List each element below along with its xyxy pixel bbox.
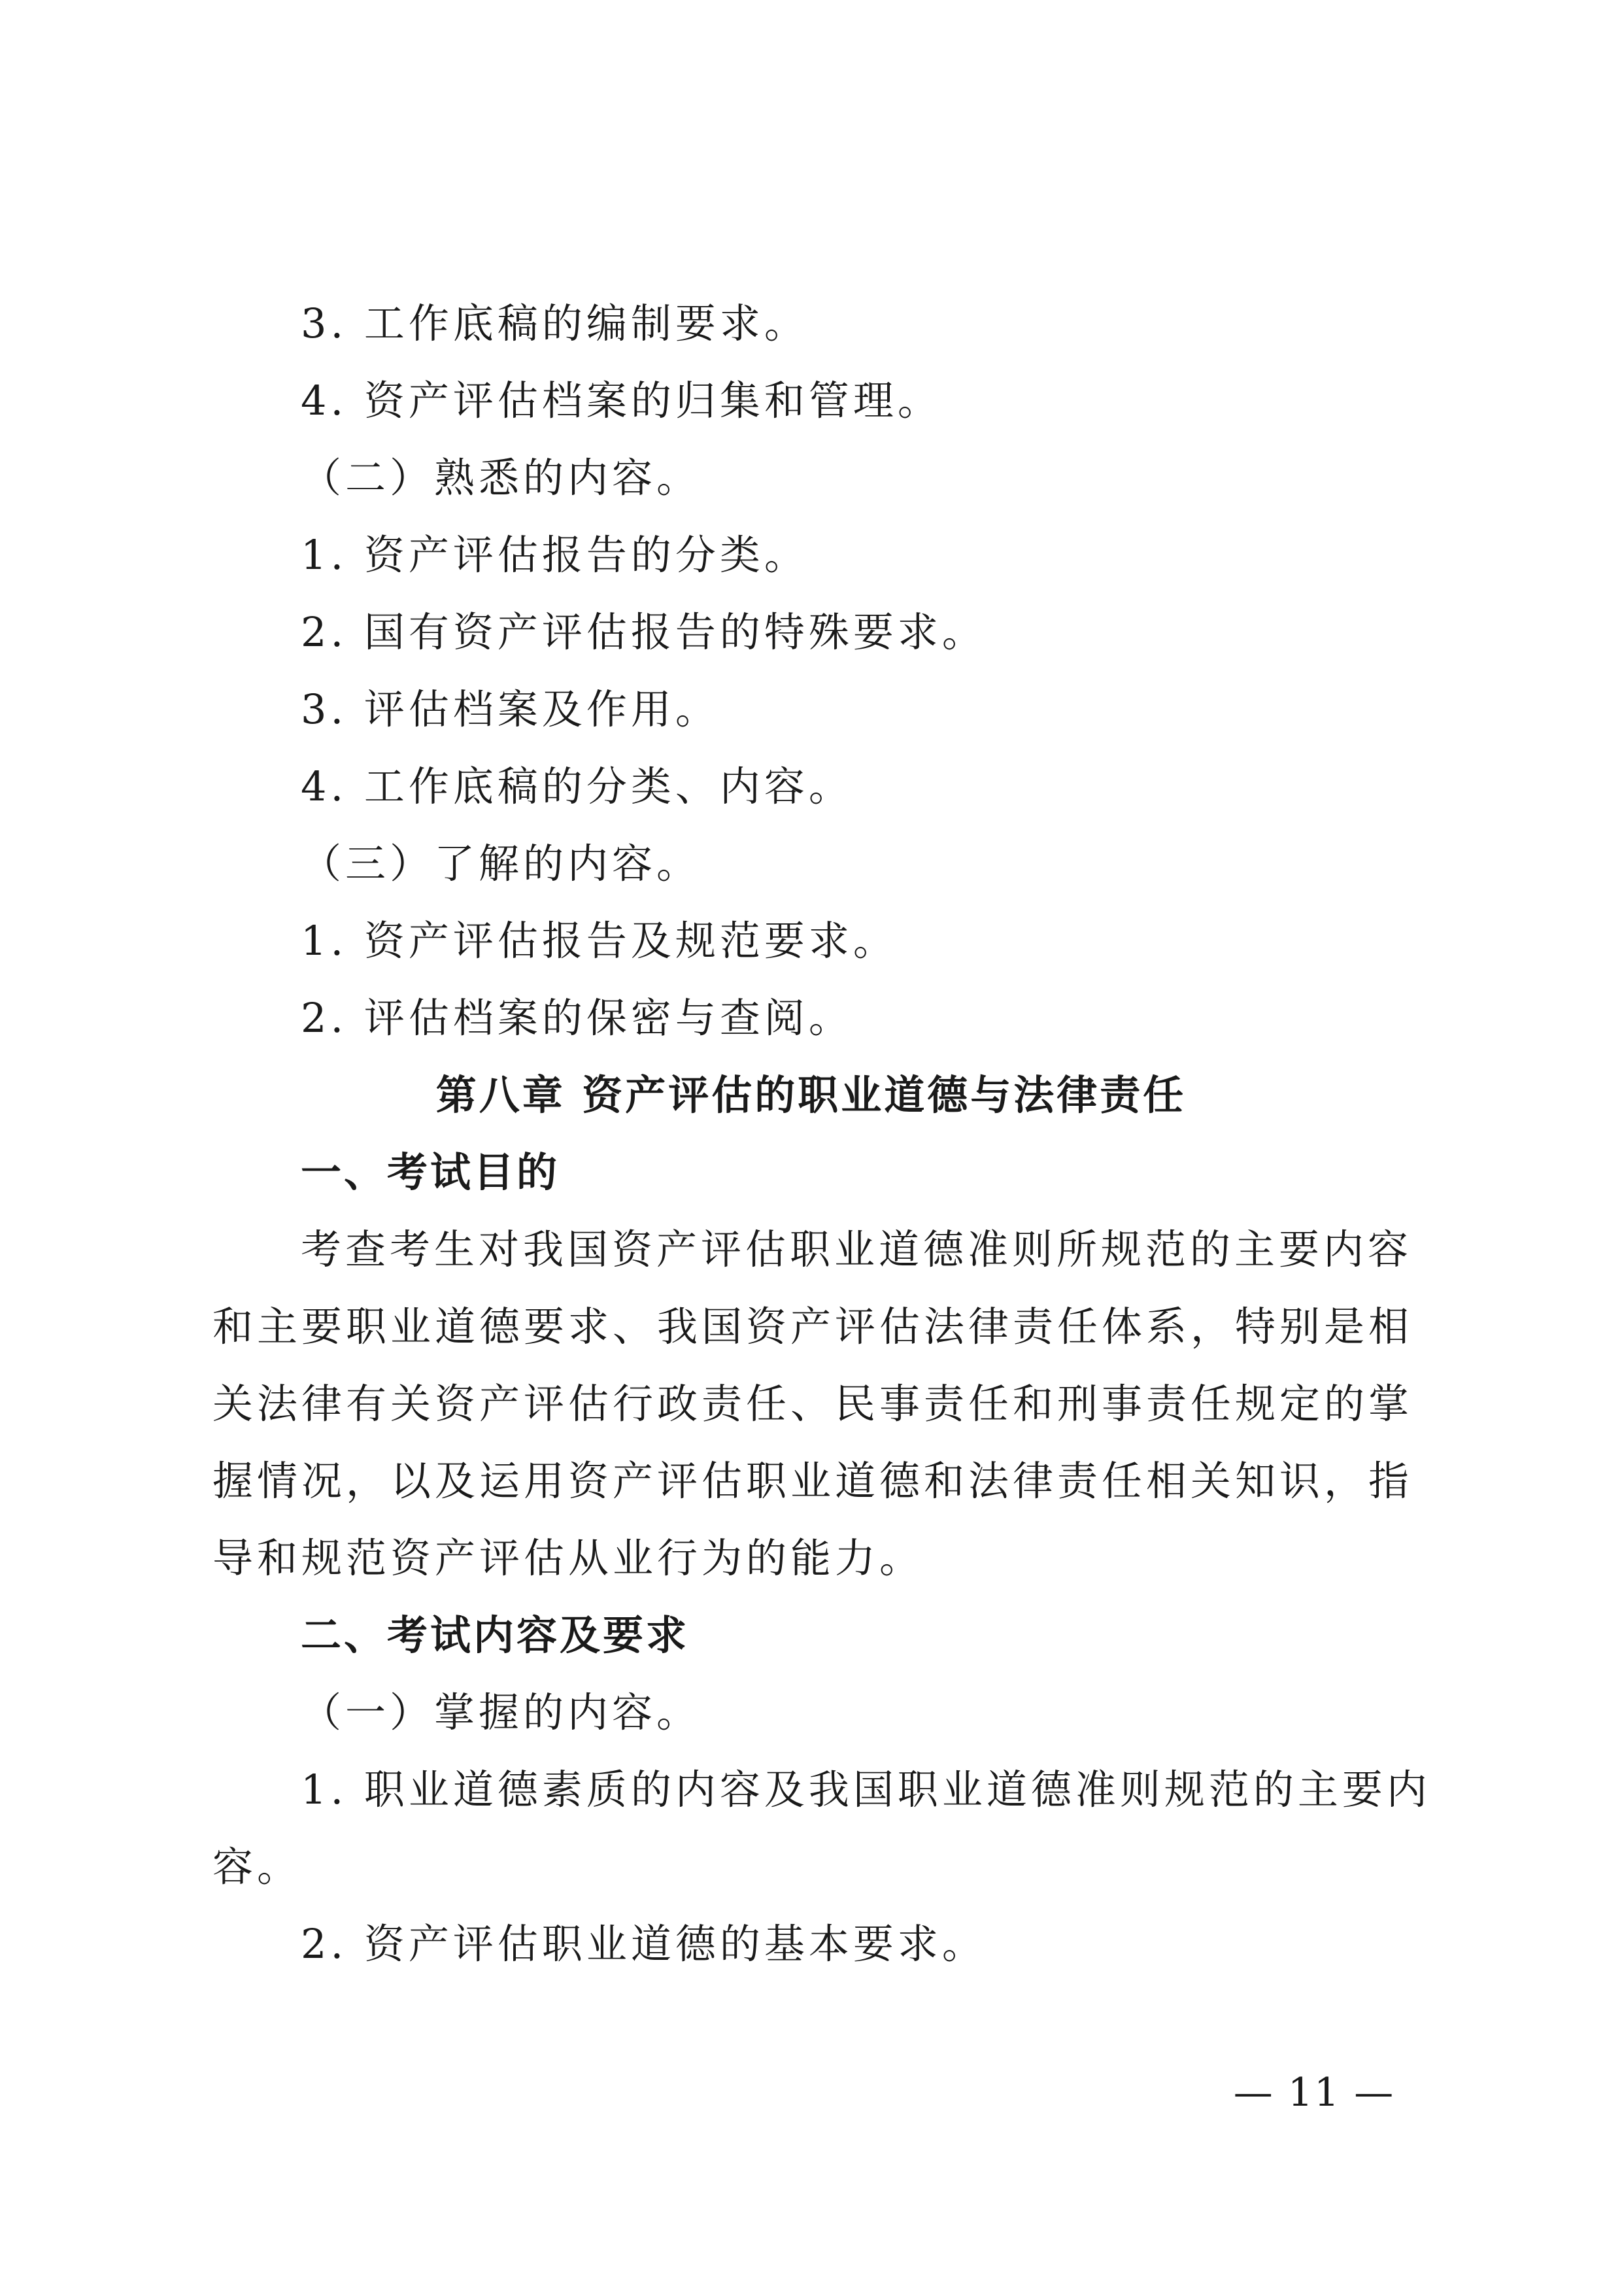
chapter-title: 第八章 资产评估的职业道德与法律责任 <box>435 1071 1187 1119</box>
list-item: 3. 评估档案及作用。 <box>301 685 720 733</box>
list-item: 1. 职业道德素质的内容及我国职业道德准则规范的主要内 <box>301 1766 1431 1813</box>
list-item: 4. 资产评估档案的归集和管理。 <box>301 377 942 424</box>
list-item: 2. 评估档案的保密与查阅。 <box>301 994 853 1042</box>
section-heading: 一、考试目的 <box>301 1148 560 1196</box>
list-item: 3. 工作底稿的编制要求。 <box>301 300 809 347</box>
list-item: 4. 工作底稿的分类、内容。 <box>301 762 853 810</box>
list-item: 2. 国有资产评估报告的特殊要求。 <box>301 608 987 656</box>
subsection-title: （一）掌握的内容。 <box>301 1688 701 1736</box>
paragraph-line: 关法律有关资产评估行政责任、民事责任和刑事责任规定的掌 <box>212 1380 1413 1428</box>
section-heading: 二、考试内容及要求 <box>301 1611 690 1659</box>
paragraph-line: 考查考生对我国资产评估职业道德准则所规范的主要内容 <box>301 1225 1413 1273</box>
list-item: 1. 资产评估报告及规范要求。 <box>301 917 898 965</box>
page-number: — 11 — <box>1233 2070 1395 2116</box>
paragraph-line: 导和规范资产评估从业行为的能力。 <box>212 1534 924 1582</box>
subsection-title: （二）熟悉的内容。 <box>301 454 701 502</box>
list-item-continuation: 容。 <box>212 1843 302 1891</box>
list-item: 1. 资产评估报告的分类。 <box>301 531 809 579</box>
paragraph-line: 和主要职业道德要求、我国资产评估法律责任体系，特别是相 <box>212 1303 1413 1350</box>
list-item: 2. 资产评估职业道德的基本要求。 <box>301 1920 987 1968</box>
subsection-title: （三）了解的内容。 <box>301 840 701 887</box>
paragraph-line: 握情况，以及运用资产评估职业道德和法律责任相关知识，指 <box>212 1457 1413 1505</box>
